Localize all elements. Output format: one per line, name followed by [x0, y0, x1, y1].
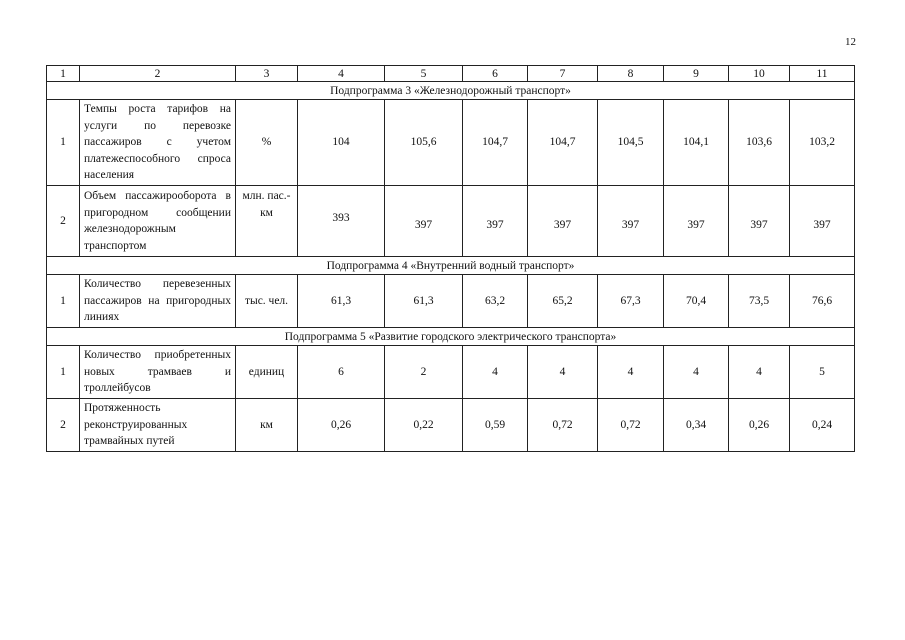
- value-cell: 76,6: [790, 275, 855, 328]
- column-header: 1: [47, 66, 80, 82]
- value-cell: 103,2: [790, 100, 855, 186]
- value-cell: 4: [664, 346, 729, 399]
- row-number: 1: [47, 275, 80, 328]
- section-title: Подпрограмма 5 «Развитие городского электрического транспорта»: [47, 328, 855, 346]
- value-cell: 4: [598, 346, 664, 399]
- unit: км: [236, 399, 298, 452]
- indicators-table: [46, 65, 855, 452]
- table-row: [47, 399, 855, 452]
- value-cell: 0,22: [385, 399, 463, 452]
- section-row: [47, 328, 855, 346]
- value-cell: 104,7: [528, 100, 598, 186]
- column-header: 4: [298, 66, 385, 82]
- indicator-name: Протяженность реконструированных трамвайных путей: [80, 399, 236, 452]
- indicator-name: Темпы роста тарифов на услуги по перевозке пассажиров с учетом платежеспособного спроса населения: [80, 100, 236, 186]
- column-header: 8: [598, 66, 664, 82]
- row-number: 1: [47, 100, 80, 186]
- column-header-row: [47, 66, 855, 82]
- section-title: Подпрограмма 4 «Внутренний водный транспорт»: [47, 257, 855, 275]
- value-cell: 4: [463, 346, 528, 399]
- value-cell: 4: [528, 346, 598, 399]
- value-cell: 70,4: [664, 275, 729, 328]
- value-cell: 0,26: [729, 399, 790, 452]
- section-row: [47, 257, 855, 275]
- unit: %: [236, 100, 298, 186]
- page-number: 12: [845, 36, 856, 48]
- value-cell: 4: [729, 346, 790, 399]
- value-cell: 0,24: [790, 399, 855, 452]
- value-cell: 6: [298, 346, 385, 399]
- row-number: 1: [47, 346, 80, 399]
- column-header: 9: [664, 66, 729, 82]
- value-cell: 2: [385, 346, 463, 399]
- indicator-name: Количество перевезенных пассажиров на пригородных линиях: [80, 275, 236, 328]
- column-header: 3: [236, 66, 298, 82]
- value-cell: 105,6: [385, 100, 463, 186]
- value-cell: 63,2: [463, 275, 528, 328]
- indicator-name: Количество приобретенных новых трамваев и троллейбусов: [80, 346, 236, 399]
- column-header: 6: [463, 66, 528, 82]
- value-cell: 0,26: [298, 399, 385, 452]
- value-cell: 0,59: [463, 399, 528, 452]
- section-title: Подпрограмма 3 «Железнодорожный транспорт»: [47, 82, 855, 100]
- unit: млн. пас.-км: [236, 186, 298, 257]
- value-cell: 397: [385, 186, 463, 257]
- value-cell: 65,2: [528, 275, 598, 328]
- value-cell: 397: [463, 186, 528, 257]
- column-header: 2: [80, 66, 236, 82]
- value-cell: 397: [729, 186, 790, 257]
- value-cell: 103,6: [729, 100, 790, 186]
- value-cell: 393: [298, 186, 385, 257]
- table-row: [47, 186, 855, 257]
- column-header: 7: [528, 66, 598, 82]
- value-cell: 397: [598, 186, 664, 257]
- value-cell: 61,3: [385, 275, 463, 328]
- table-row: [47, 100, 855, 186]
- unit: тыс. чел.: [236, 275, 298, 328]
- unit: единиц: [236, 346, 298, 399]
- value-cell: 397: [790, 186, 855, 257]
- value-cell: 73,5: [729, 275, 790, 328]
- table-row: [47, 275, 855, 328]
- indicator-name: Объем пассажирооборота в пригородном сообщении железнодорожным транспортом: [80, 186, 236, 257]
- row-number: 2: [47, 399, 80, 452]
- table-row: [47, 346, 855, 399]
- column-header: 11: [790, 66, 855, 82]
- value-cell: 104,1: [664, 100, 729, 186]
- value-cell: 397: [664, 186, 729, 257]
- value-cell: 0,72: [528, 399, 598, 452]
- section-row: [47, 82, 855, 100]
- column-header: 10: [729, 66, 790, 82]
- value-cell: 67,3: [598, 275, 664, 328]
- value-cell: 5: [790, 346, 855, 399]
- column-header: 5: [385, 66, 463, 82]
- value-cell: 0,34: [664, 399, 729, 452]
- value-cell: 61,3: [298, 275, 385, 328]
- value-cell: 0,72: [598, 399, 664, 452]
- value-cell: 397: [528, 186, 598, 257]
- value-cell: 104,7: [463, 100, 528, 186]
- value-cell: 104: [298, 100, 385, 186]
- value-cell: 104,5: [598, 100, 664, 186]
- row-number: 2: [47, 186, 80, 257]
